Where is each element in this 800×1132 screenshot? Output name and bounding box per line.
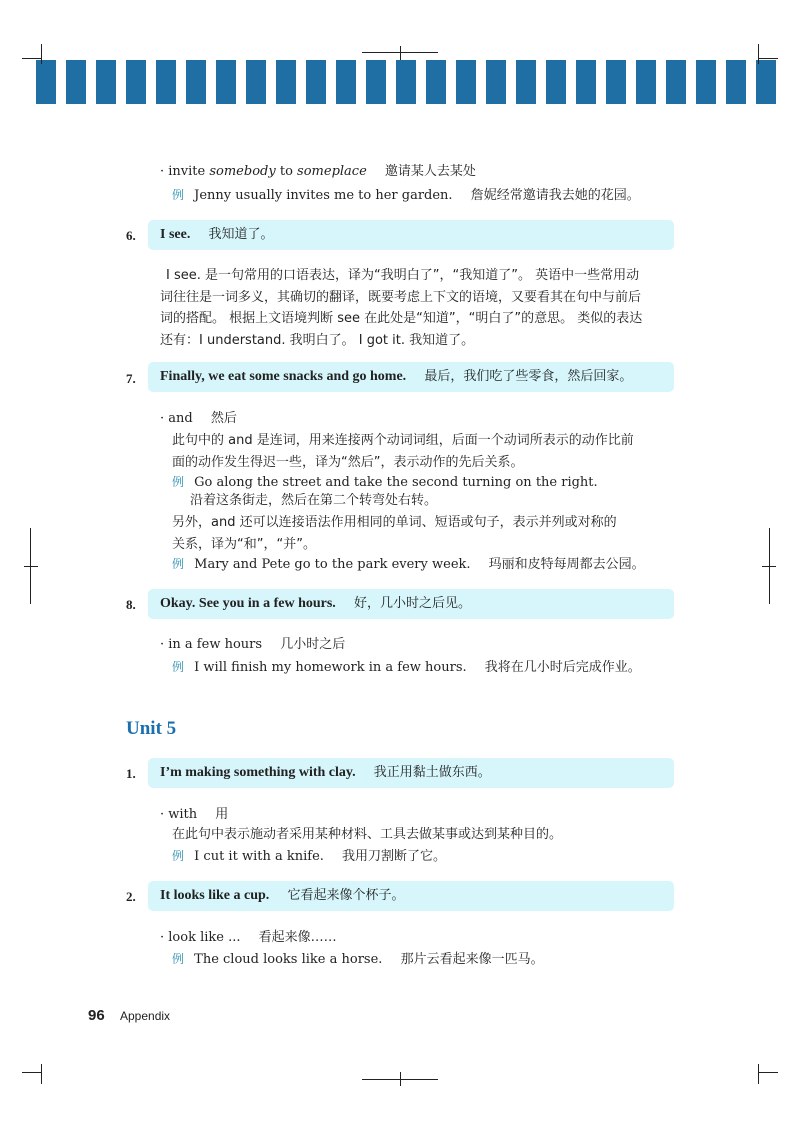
sentence-number: 8. <box>126 597 136 612</box>
sentence-banner-u2: It looks like a cup. 它看起来像个杯子。 <box>148 881 674 911</box>
and-example-1: 例 Go along the street and take the second turning on the right. <box>172 475 598 490</box>
example-mark: 例 <box>172 557 185 571</box>
example-mark: 例 <box>172 952 185 966</box>
with-bullet: · with 用 <box>160 807 229 822</box>
sentence-number: 6. <box>126 228 136 243</box>
sentence-number: 1. <box>126 766 136 781</box>
page-number: 96 <box>88 1007 105 1024</box>
sentence-banner-7: Finally, we eat some snacks and go home. 最后，我们吃了些零食，然后回家。 <box>148 362 674 392</box>
invite-bullet: · invite somebody to someplace 邀请某人去某处 <box>160 164 476 179</box>
example-mark: 例 <box>172 660 185 674</box>
and-bullet: · and 然后 <box>160 411 237 426</box>
and-example-1-translation: 沿着这条街走，然后在第二个转弯处右转。 <box>190 493 438 508</box>
sentence-number: 7. <box>126 371 136 386</box>
note-paragraph-7b: 另外，and 还可以连接语法作用相同的单词、短语或句子，表示并列或对称的 关系，译为“和”，“并”。 <box>172 515 617 552</box>
with-example: 例 I cut it with a knife. 我用刀割断了它。 <box>172 849 447 864</box>
in-a-few-hours-bullet: · in a few hours 几小时之后 <box>160 637 346 652</box>
example-mark: 例 <box>172 188 185 202</box>
look-like-example: 例 The cloud looks like a horse. 那片云看起来像一匹马。 <box>172 952 544 967</box>
with-note: 在此句中表示施动者采用某种材料、工具去做某事或达到某种目的。 <box>172 827 563 842</box>
sentence-banner-6: I see. 我知道了。 <box>148 220 674 250</box>
section-label: Appendix <box>120 1009 171 1023</box>
and-example-2: 例 Mary and Pete go to the park every week. 玛丽和皮特每周都去公园。 <box>172 557 645 572</box>
sentence-banner-8: Okay. See you in a few hours. 好，几小时之后见。 <box>148 589 674 619</box>
header-stripe-band <box>36 60 776 104</box>
look-like-bullet: · look like ... 看起来像…… <box>160 930 337 945</box>
example-mark: 例 <box>172 475 185 489</box>
note-paragraph-6: I see. 是一句常用的口语表达，译为“我明白了”，“我知道了”。 英语中一些常用动 词往往是一词多义，其确切的翻译，既要考虑上下文的语境，又要看其在句中与前后 词的搭配。 根据上文语境判断 see 在此处是“知道”，“明白了”的意思。 类似的表达 还有：I understand. 我明白了。 I got it. 我知道了。 <box>160 268 643 348</box>
in-a-few-hours-example: 例 I will finish my homework in a few hours. 我将在几小时后完成作业。 <box>172 660 641 675</box>
sentence-number: 2. <box>126 889 136 904</box>
unit-title: Unit 5 <box>126 718 177 739</box>
example-mark: 例 <box>172 849 185 863</box>
sentence-banner-u1: I’m making something with clay. 我正用黏土做东西。 <box>148 758 674 788</box>
invite-example: 例 Jenny usually invites me to her garden. 詹妮经常邀请我去她的花园。 <box>172 188 640 203</box>
note-paragraph-7a: 此句中的 and 是连词，用来连接两个动词词组，后面一个动词所表示的动作比前 面的动作发生得迟一些，译为“然后”，表示动作的先后关系。 <box>172 433 634 470</box>
